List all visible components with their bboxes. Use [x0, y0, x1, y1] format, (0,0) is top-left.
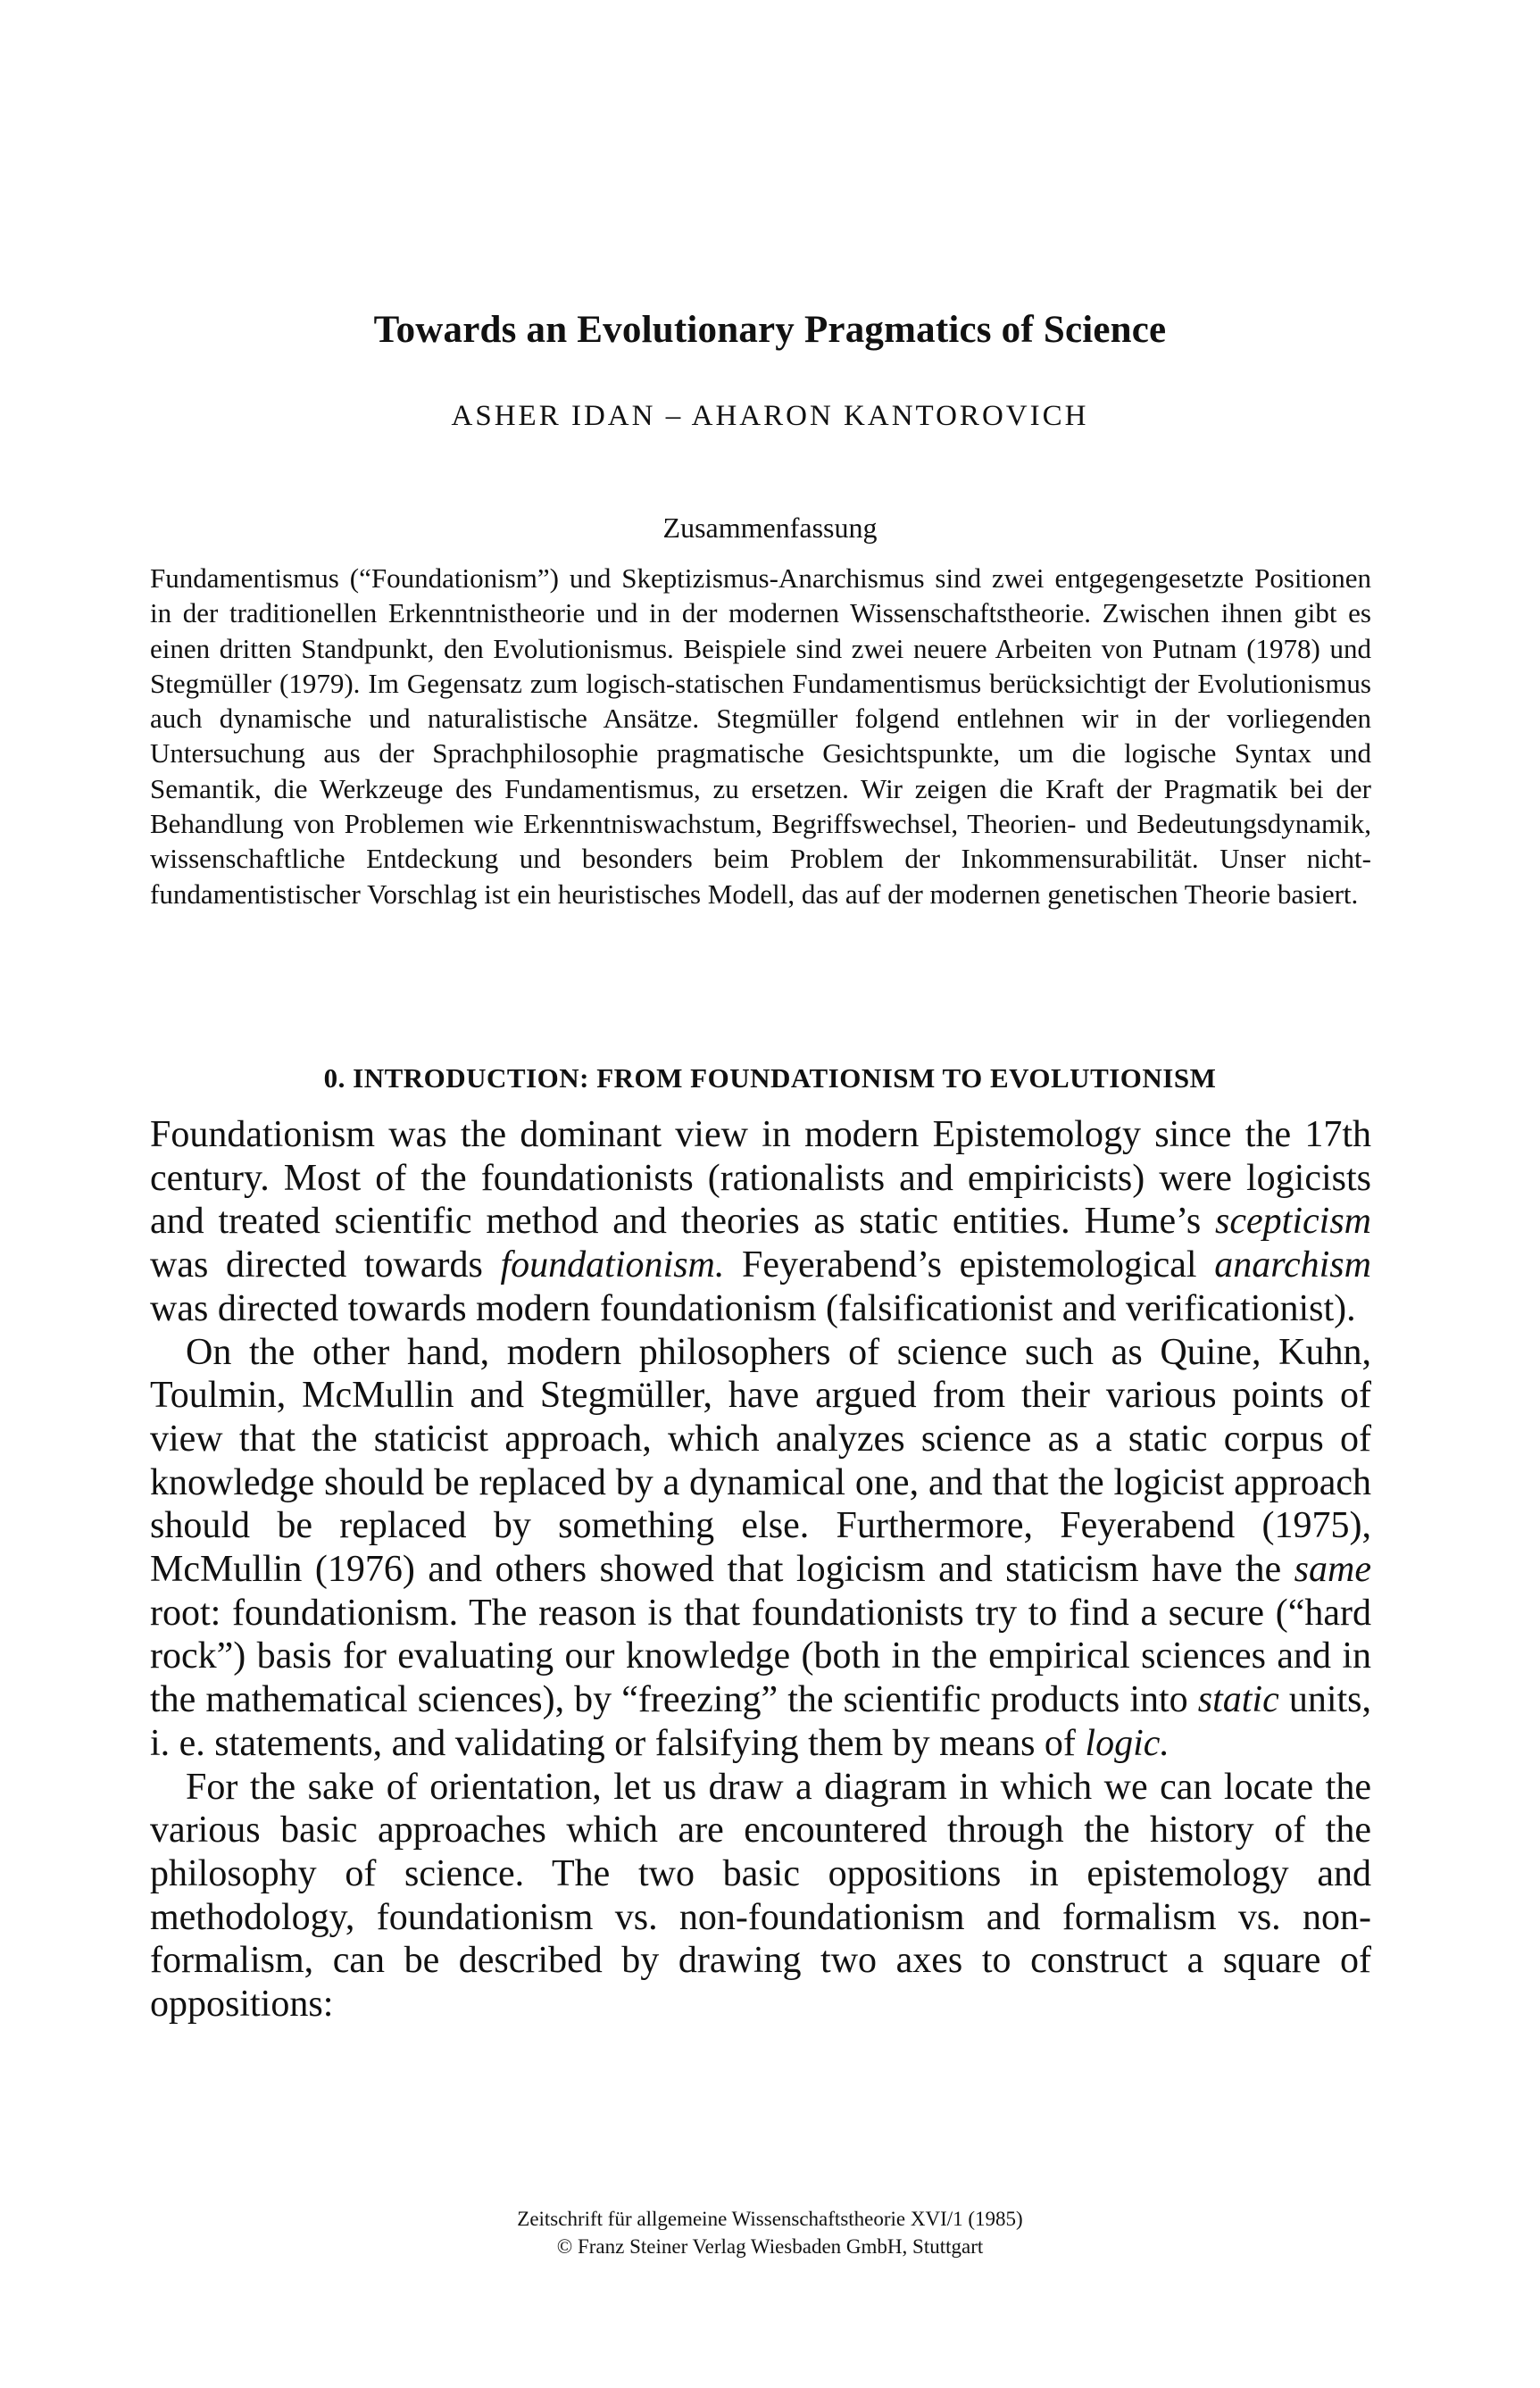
paragraph-2 [150, 1331, 1371, 1766]
p2-emphasis-logic: logic. [1085, 1722, 1170, 1764]
p2-emphasis-same: same [1294, 1549, 1371, 1591]
p1-text-c: was directed towards [150, 1244, 501, 1286]
publication-footer [0, 2205, 1540, 2260]
paper-authors: ASHER IDAN – AHARON KANTOROVICH [451, 400, 1089, 432]
p1-text-e: Feyerabend’s epistemological [724, 1244, 1215, 1286]
p2-text-a: On the other hand, modern philosophers of science such as Quine, Kuhn, Toulmin, McMullin and Stegmüller, have argued from their various points of view that the staticist approach, which analyzes science as a static corpus of knowledge should be replaced by a dynamical one, and that the logicist approach should be replaced by something else. Furthermore, Feyerabend (1975), McMullin (1976) and others showed that logicism and staticism have the [150, 1331, 1371, 1591]
paragraph-1 [150, 1113, 1371, 1331]
section-heading: 0. INTRODUCTION: FROM FOUNDATIONISM TO EVOLUTIONISM [323, 1062, 1217, 1094]
abstract-heading: Zusammenfassung [662, 512, 878, 544]
publisher-copyright: © Franz Steiner Verlag Wiesbaden GmbH, Stuttgart [556, 2235, 984, 2258]
p1-emphasis-foundationism: foundationism. [500, 1244, 725, 1286]
p1-emphasis-anarchism: anarchism [1214, 1244, 1371, 1286]
p1-text-g: was directed towards modern foundationism (falsificationist and verificationist). [150, 1287, 1356, 1329]
journal-citation: Zeitschrift für allgemeine Wissenschaftstheorie XVI/1 (1985) [517, 2208, 1023, 2230]
p1-text-a: Foundationism was the dominant view in modern Epistemology since the 17th century. Most of the foundationists (rationalists and empiricists) were logicists and treated scientific method and theories as static entities. Hume’s [150, 1114, 1371, 1243]
p2-text-c: root: foundationism. The reason is that foundationists try to find a secure (“hard rock”) basis for evaluating our knowledge (both in the empirical sciences and in the mathematical sciences), by “freezing” the scientific products into [150, 1592, 1371, 1721]
paper-title: Towards an Evolutionary Pragmatics of Science [373, 309, 1167, 351]
section-body [150, 1113, 1371, 2026]
p3-text-a: For the sake of orientation, let us draw a diagram in which we can locate the various basic approaches which are encountered through the history of the philosophy of science. The two basic oppositions in epistemology and methodology, foundationism vs. non-foundationism and formalism vs. nonformalism, can be described by drawing two axes to construct a square of oppositions: [150, 1766, 1371, 2026]
abstract-text: Fundamentismus (“Foundationism”) und Skeptizismus-Anarchismus sind zwei entgegengesetzte Positionen in der traditionellen Erkenntnistheorie und in der modernen Wissenschaftstheorie. Zwischen ihnen gibt es einen dritten Standpunkt, den Evolutionismus. Beispiele sind zwei neuere Arbeiten von Putnam (1978) und Stegmüller (1979). Im Gegensatz zum logisch-statischen Fundamentismus berücksichtigt der Evolutionismus auch dynamische und naturalistische Ansätze. Stegmüller folgend entlehnen wir in der vorliegenden Untersuchung aus der Sprachphilosophie pragmatische Gesichtspunkte, um die logische Syntax und Semantik, die Werkzeuge des Fundamentismus, zu ersetzen. Wir zeigen die Kraft der Pragmatik bei der Behandlung von Problemen wie Erkenntniswachstum, Begriffswechsel, Theorien- und Bedeutungsdynamik, wissenschaftliche Entdeckung und besonders beim Problem der Inkommensurabilität. Unser nicht-fundamentistischer Vorschlag ist ein heuristisches Modell, das auf der modernen genetischen Theorie basiert. [150, 562, 1371, 910]
p2-text-e: units, i. e. statements, and validating or falsifying them by means of [150, 1679, 1371, 1764]
p2-emphasis-static: static [1197, 1679, 1279, 1721]
p1-emphasis-scepticism: scepticism [1215, 1201, 1371, 1243]
paragraph-3 [150, 1766, 1371, 2026]
